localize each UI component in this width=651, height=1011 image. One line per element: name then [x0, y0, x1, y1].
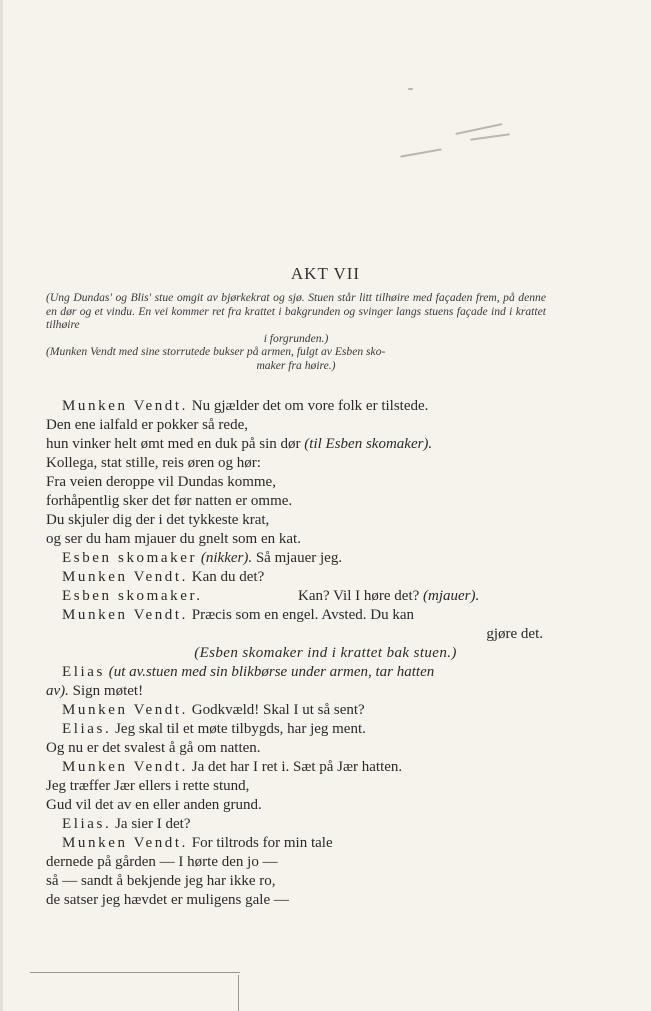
speaker-name: Elias.: [62, 721, 112, 737]
paper-speck: [400, 148, 442, 157]
bottom-scan-edge-line: [30, 972, 240, 973]
speaker-name: Munken Vendt.: [62, 702, 189, 718]
stage-aside: (ut av.stuen med sin blikbørse under armen, tar hatten: [105, 664, 435, 680]
line-text: Præcis som en engel. Avsted. Du kan: [188, 607, 414, 623]
line-text: For tiltrods for min tale: [188, 835, 333, 851]
opening-stage-direction: [46, 291, 546, 345]
speaker-name: Elias: [62, 664, 105, 680]
verse-line: Gud vil det av en eller anden grund.: [46, 797, 262, 813]
verse-line: Og nu er det svalest å gå om natten.: [46, 740, 261, 756]
verse-line: [62, 606, 414, 624]
verse-line: [62, 815, 190, 833]
verse-line: [62, 549, 342, 567]
verse-line: [46, 682, 143, 700]
stage-line-2: med façaden frem, på denne en dør og et vindu. En vei kommer ret fra: [46, 291, 546, 318]
line-text: Så mjauer jeg.: [252, 550, 343, 566]
verse-line: og ser du ham mjauer du gnelt som en kat.: [46, 531, 301, 547]
verse-line: [46, 435, 432, 453]
stage-line-3: krattet i bakgrunden og svinger langs stuens façade ind i krattet tilhøire: [46, 304, 546, 332]
stage-line-1: (Ung Dundas' og Blis' stue omgit av bjørkekrat og sjø. Stuen står litt tilhøire: [46, 291, 413, 304]
verse-line: Jeg træffer Jær ellers i rette stund,: [46, 778, 250, 794]
act-title: AKT VII: [290, 264, 361, 283]
bottom-scan-edge-tick: [238, 975, 239, 1011]
stage-aside: av).: [46, 683, 69, 699]
line-text: Kan du det?: [188, 569, 265, 585]
line-text: Jeg skal til et møte tilbygds, har jeg ment.: [111, 721, 366, 737]
speaker-name: Munken Vendt.: [62, 569, 189, 585]
speaker-name: Munken Vendt.: [62, 398, 189, 414]
verse-line: [62, 834, 333, 852]
verse-line: Kollega, stat stille, reis øren og hør:: [46, 455, 261, 471]
page-spine-shadow: [0, 0, 3, 1011]
verse-line-continuation: gjøre det.: [486, 626, 543, 642]
paper-speck: [455, 123, 502, 135]
speaker-name: Munken Vendt.: [62, 607, 189, 623]
verse-line: Den ene ialfald er pokker så rede,: [46, 417, 248, 433]
speaker-name: Munken Vendt.: [62, 759, 189, 775]
speaker-name: Esben skomaker: [62, 550, 198, 566]
verse-line: så — sandt å bekjende jeg har ikke ro,: [46, 873, 276, 889]
verse-line: forhåpentlig sker det før natten er omme.: [46, 493, 293, 509]
verse-line: Fra veien deroppe vil Dundas komme,: [46, 474, 276, 490]
verse-line: de satser jeg hævdet er muligens gale —: [46, 892, 289, 908]
speaker-name: Munken Vendt.: [62, 835, 189, 851]
stage-direction-exit: (Esben skomaker ind i krattet bak stuen.): [194, 645, 457, 661]
line-text: Nu gjælder det om vore folk er tilstede.: [188, 398, 429, 414]
second-stage-direction: [46, 345, 546, 372]
verse-line: [62, 663, 434, 681]
stage-aside: (til Esben skomaker).: [304, 436, 433, 452]
line-text: Godkvæld! Skal I ut så sent?: [188, 702, 365, 718]
verse-line: [62, 720, 366, 738]
line-text: Ja det har I ret i. Sæt på Jær hatten.: [188, 759, 403, 775]
verse-line: [62, 758, 402, 776]
verse-line: [62, 701, 365, 719]
stage-aside: (mjauer).: [423, 588, 480, 604]
line-text: hun vinker helt ømt med en duk på sin dør: [46, 436, 305, 452]
stage-aside: (nikker).: [197, 550, 253, 566]
verse-line: dernede på gården — I hørte den jo —: [46, 854, 278, 870]
verse-line: Du skjuler dig der i det tykkeste krat,: [46, 512, 270, 528]
line-text: Sign møtet!: [68, 683, 144, 699]
stage-line-4: i forgrunden.): [263, 331, 329, 345]
stage2-line-1: (Munken Vendt med sine storrutede bukser på armen, fulgt av Esben sko-: [46, 345, 386, 358]
paper-speck: [408, 88, 413, 90]
line-text: Ja sier I det?: [111, 816, 191, 832]
verse-line: [62, 397, 428, 415]
speaker-name: Esben skomaker.: [62, 588, 203, 604]
line-text: Kan? Vil I høre det?: [298, 588, 424, 604]
speaker-name: Elias.: [62, 816, 112, 832]
verse-line: [62, 587, 479, 605]
paper-speck: [470, 133, 510, 141]
stage2-line-2: maker fra høire.): [256, 358, 336, 372]
verse-line: [62, 568, 264, 586]
